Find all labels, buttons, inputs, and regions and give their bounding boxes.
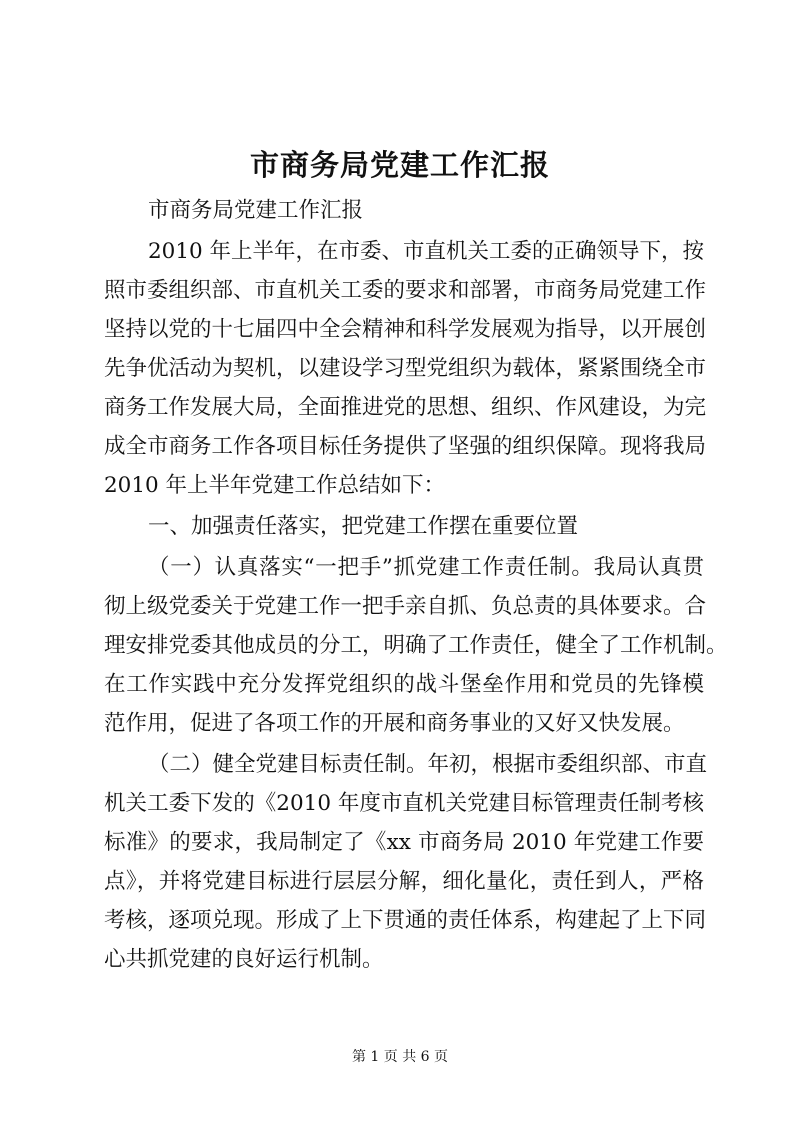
body-line: 心共抓党建的良好运行机制。: [104, 947, 384, 972]
body-line: 范作用，促进了各项工作的开展和商务事业的又好又快发展。: [104, 711, 685, 736]
body-line: 理安排党委其他成员的分工，明确了工作责任，健全了工作机制。: [104, 633, 728, 658]
body-line: 在工作实践中充分发挥党组织的战斗堡垒作用和党员的先锋模: [104, 672, 704, 697]
body-line: （二）健全党建目标责任制。年初，根据市委组织部、市直: [148, 752, 708, 777]
body-line: 成全市商务工作各项目标任务提供了坚强的组织保障。现将我局: [104, 434, 707, 459]
body-line: 坚持以党的十七届四中全会精神和科学发展观为指导，以开展创: [104, 317, 707, 342]
section-heading: 一、加强责任落实，把党建工作摆在重要位置: [148, 514, 579, 539]
body-line: 考核，逐项兑现。形成了上下贯通的责任体系，构建起了上下同: [104, 908, 707, 933]
body-line: 商务工作发展大局，全面推进党的思想、组织、作风建设，为完: [104, 395, 707, 420]
body-line: 照市委组织部、市直机关工委的要求和部署，市商务局党建工作: [104, 278, 707, 303]
page-number-footer: 第 1 页 共 6 页: [351, 1049, 449, 1065]
body-line: 彻上级党委关于党建工作一把手亲自抓、负总责的具体要求。合: [104, 594, 707, 619]
body-line: 点》，并将党建目标进行层层分解，细化量化，责任到人，严格: [104, 869, 704, 894]
body-line: 2010 年上半年，在市委、市直机关工委的正确领导下，按: [148, 239, 705, 264]
body-line: 机关工委下发的《2010 年度市直机关党建目标管理责任制考核: [104, 791, 704, 816]
page-title: 市商务局党建工作汇报: [249, 148, 550, 182]
body-line: 先争优活动为契机，以建设学习型党组织为载体，紧紧围绕全市: [104, 356, 707, 381]
body-line: 2010 年上半年党建工作总结如下：: [104, 473, 446, 498]
body-line: 标准》的要求，我局制定了《xx 市商务局 2010 年党建工作要: [104, 830, 704, 855]
body-line: （一）认真落实“一把手”抓党建工作责任制。我局认真贯: [148, 555, 704, 580]
subtitle-line: 市商务局党建工作汇报: [148, 198, 364, 223]
